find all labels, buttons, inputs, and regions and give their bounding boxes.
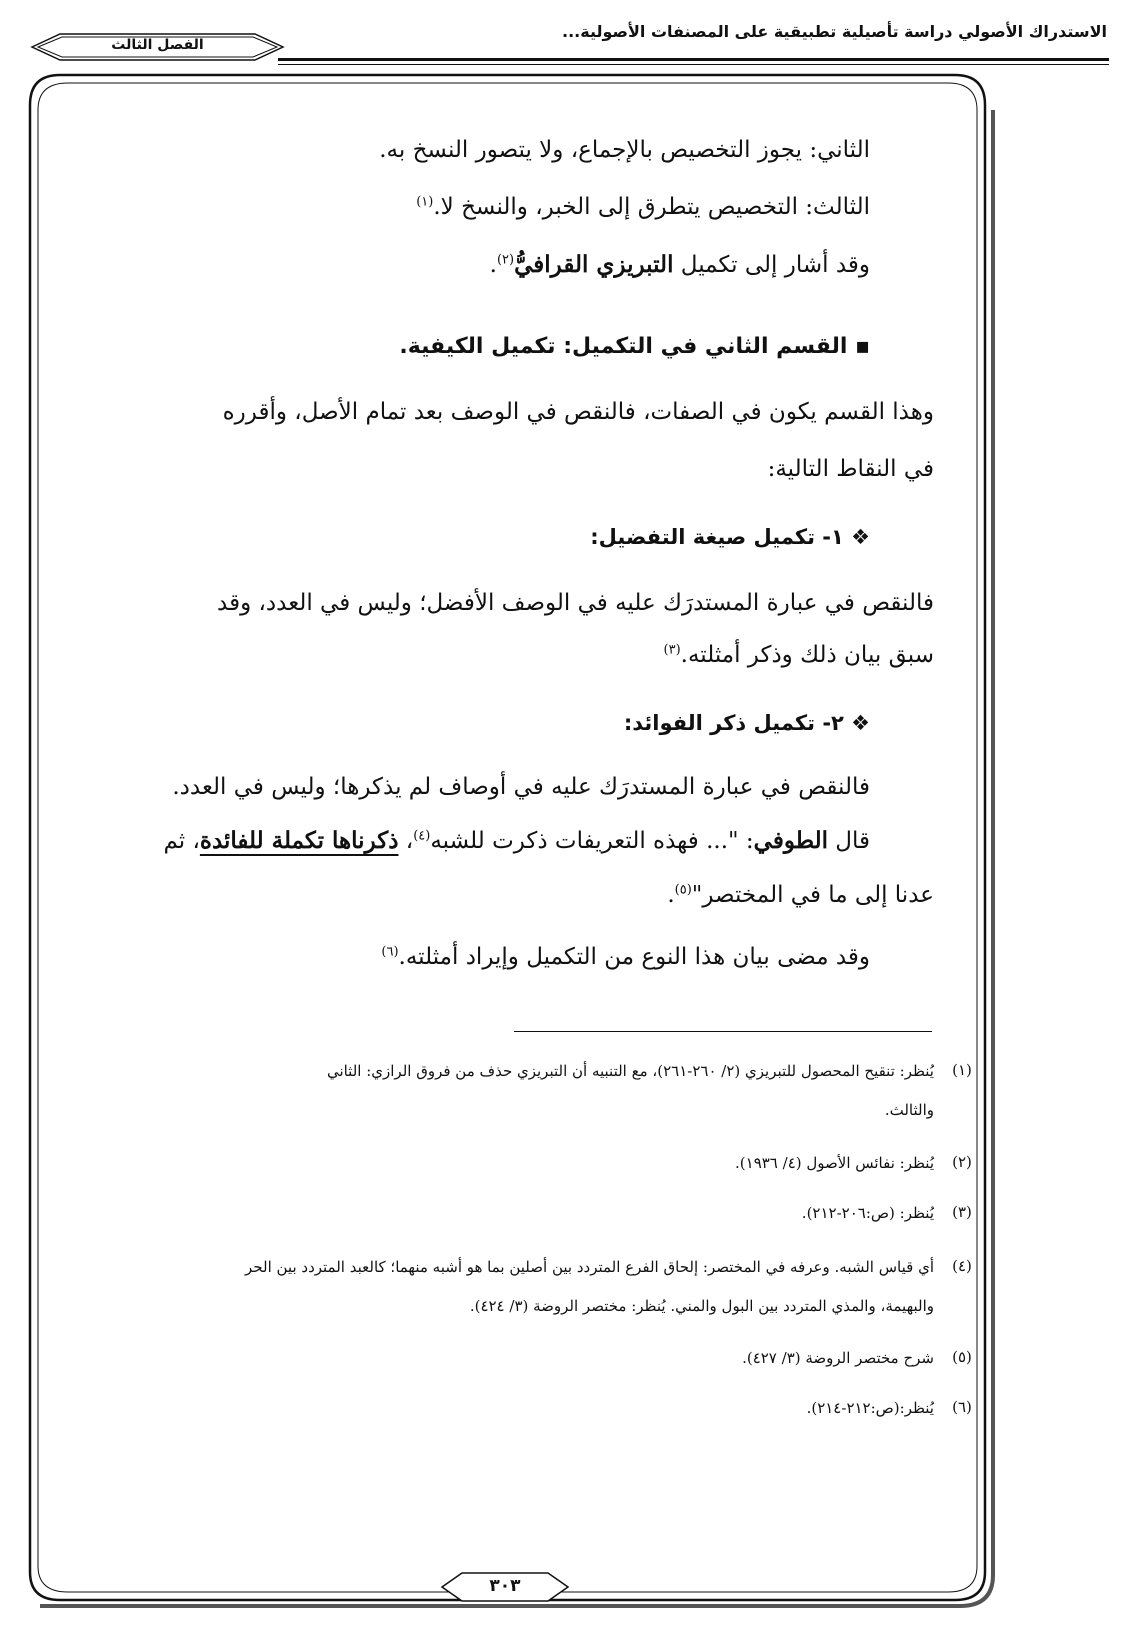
footnote-ref: (٤) xyxy=(413,828,431,844)
text-line: عدنا إلى ما في المختصر"$^{(٥)}$. xyxy=(667,882,934,908)
text-line: قال الطوفي: "... فهذه التعريفات ذكرت للشبه$^{(٤)}$، ذكرناها تكملة للفائدة، ثم xyxy=(163,827,870,854)
text-line: الثالث: التخصيص يتطرق إلى الخبر، والنسخ لا.$^{(١)}$ xyxy=(416,194,870,220)
text-line: وقد أشار إلى تكميل التبريزي القرافيُّ$^{(٢)}$. xyxy=(489,251,870,278)
text-line: سبق بيان ذلك وذكر أمثلته.$^{(٣)}$ xyxy=(663,642,934,668)
underlined-phrase: ذكرناها تكملة للفائدة xyxy=(199,827,399,854)
footnote-number: (٤) xyxy=(952,1257,972,1275)
footnote-text: شرح مختصر الروضة (٣/ ٤٢٧). xyxy=(742,1349,934,1367)
footnote-text: والبهيمة، والمذي المتردد بين البول والمني. يُنظر: مختصر الروضة (٣/ ٤٢٤). xyxy=(469,1297,934,1315)
text-line: وهذا القسم يكون في الصفات، فالنقص في الوصف بعد تمام الأصل، وأقرره xyxy=(222,399,934,425)
footnote-text: والثالث. xyxy=(884,1101,934,1119)
footnote-text: يُنظر: نفائس الأصول (٤/ ١٩٣٦). xyxy=(735,1154,934,1172)
chapter-label: الفصل الثالث xyxy=(111,37,204,53)
text-line: وقد مضى بيان هذا النوع من التكميل وإيراد أمثلته.$^{(٦)}$ xyxy=(381,944,870,970)
footnote-text: يُنظر:(ص:٢١٢-٢١٤). xyxy=(806,1399,934,1417)
section-heading: ▪ القسم الثاني في التكميل: تكميل الكيفية. xyxy=(399,334,870,359)
footnote-text: يُنظر: تنقيح المحصول للتبريزي (٢/ ٢٦٠-٢٦١)، مع التنبيه أن التبريزي حذف من فروق الرازي: الثاني xyxy=(326,1062,934,1080)
footnote-text: أي قياس الشبه. وعرفه في المختصر: إلحاق الفرع المتردد بين أصلين بما هو أشبه منهما؛ كالعبد المتردد بين الحر xyxy=(245,1258,934,1276)
subsection-heading: ❖ ٢- تكميل ذكر الفوائد: xyxy=(623,711,870,735)
footnote-number: (٥) xyxy=(952,1348,972,1366)
footnote-ref: (٣) xyxy=(663,642,681,658)
footnote-ref: (٦) xyxy=(381,944,399,960)
footnote-separator xyxy=(514,1031,932,1032)
text-line: في النقاط التالية: xyxy=(767,456,934,482)
footnote-number: (٦) xyxy=(952,1398,972,1416)
footnote-ref: (١) xyxy=(416,194,434,210)
text-line: فالنقص في عبارة المستدرَك عليه في الوصف الأفضل؛ وليس في العدد، وقد xyxy=(217,590,934,616)
main-text xyxy=(78,0,934,1100)
footnote-text: يُنظر: (ص:٢٠٦-٢١٢). xyxy=(801,1204,934,1222)
footnote-number: (١) xyxy=(952,1061,972,1079)
page-number: ٣٠٣ xyxy=(489,1576,521,1596)
text-line: فالنقص في عبارة المستدرَك عليه في أوصاف لم يذكرها؛ وليس في العدد. xyxy=(172,774,870,800)
subsection-heading: ❖ ١- تكميل صيغة التفضيل: xyxy=(590,525,870,549)
footnote-ref: (٥) xyxy=(674,882,692,898)
footnote-number: (٣) xyxy=(952,1203,972,1221)
page-number-badge xyxy=(440,1569,570,1605)
footnote-ref: (٢) xyxy=(496,252,515,268)
book-title: الاستدراك الأصولي دراسة تأصيلية تطبيقية على المصنفات الأصولية... xyxy=(562,22,1107,41)
text-line: الثاني: يجوز التخصيص بالإجماع، ولا يتصور النسخ به. xyxy=(379,137,870,163)
footnote-number: (٢) xyxy=(952,1153,972,1171)
